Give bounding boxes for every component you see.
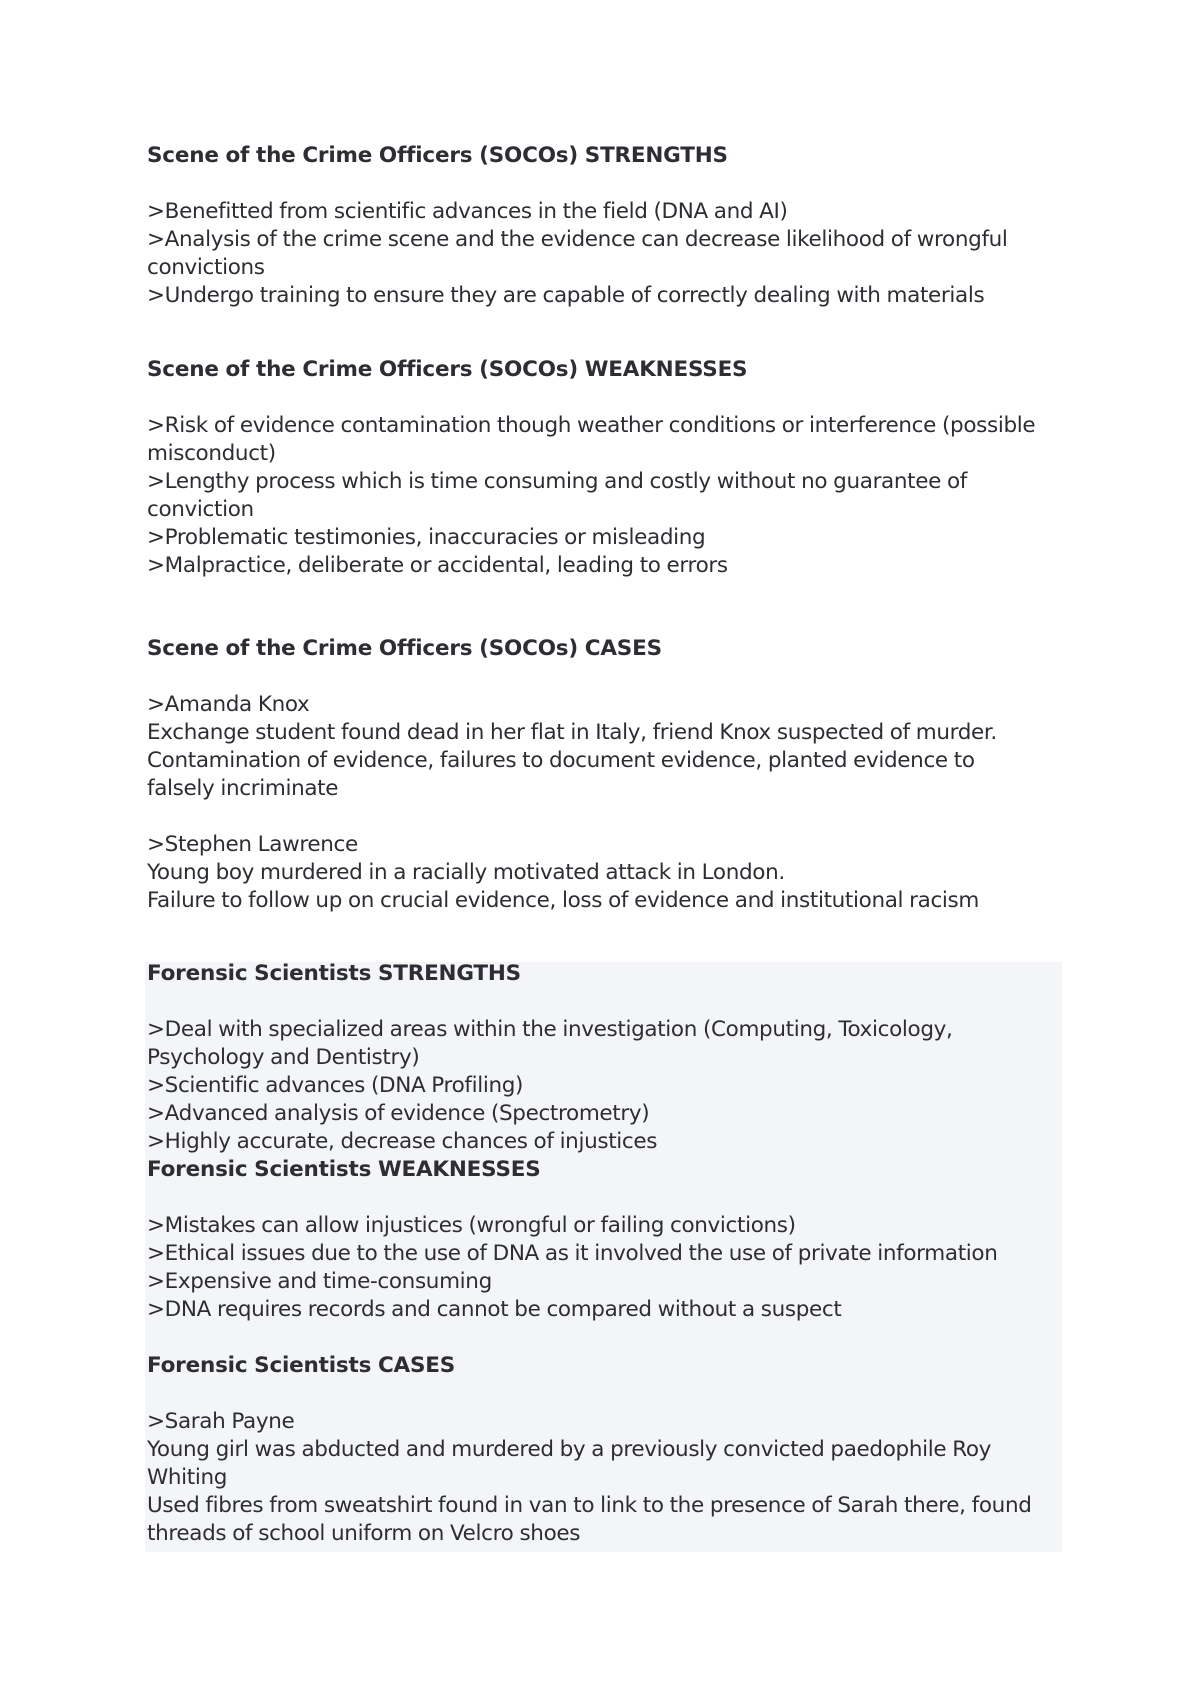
fs-strengths-line: >Deal with specialized areas within the investigation (Computing, Toxicology, [147,1017,953,1042]
fs-weaknesses-line: >DNA requires records and cannot be compared without a suspect [147,1297,842,1322]
case-stephen-lawrence-line: Failure to follow up on crucial evidence, loss of evidence and institutional racism [147,888,980,913]
soco-weaknesses-line: >Risk of evidence contamination though weather conditions or interference (possible [147,413,1036,438]
case-stephen-lawrence-line: >Stephen Lawrence [147,832,358,857]
case-amanda-knox-line: >Amanda Knox [147,692,310,717]
fs-cases-heading: Forensic Scientists CASES [147,1353,456,1378]
fs-strengths-line: >Highly accurate, decrease chances of injustices [147,1129,658,1154]
case-stephen-lawrence-line: Young boy murdered in a racially motivated attack in London. [147,860,785,885]
soco-weaknesses-line: >Problematic testimonies, inaccuracies or misleading [147,525,706,550]
case-amanda-knox-line: Exchange student found dead in her flat in Italy, friend Knox suspected of murder. [147,720,997,745]
fs-strengths-line: >Scientific advances (DNA Profiling) [147,1073,524,1098]
fs-weaknesses-line: >Expensive and time-consuming [147,1269,492,1294]
case-sarah-payne-line: Whiting [147,1465,228,1490]
document-content [147,142,1067,1548]
case-sarah-payne-line: >Sarah Payne [147,1409,295,1434]
soco-strengths-line: convictions [147,255,265,280]
case-sarah-payne-line: Young girl was abducted and murdered by a previously convicted paedophile Roy [147,1437,992,1462]
soco-cases-heading: Scene of the Crime Officers (SOCOs) CASES [147,636,662,661]
soco-weaknesses-line: misconduct) [147,441,276,466]
case-sarah-payne-line: threads of school uniform on Velcro shoes [147,1521,581,1546]
fs-strengths-line: >Advanced analysis of evidence (Spectrometry) [147,1101,650,1126]
fs-weaknesses-line: >Mistakes can allow injustices (wrongful or failing convictions) [147,1213,796,1238]
soco-weaknesses-line: >Lengthy process which is time consuming and costly without no guarantee of [147,469,967,494]
case-sarah-payne-line: Used fibres from sweatshirt found in van to link to the presence of Sarah there, found [147,1493,1032,1518]
fs-strengths-heading: Forensic Scientists STRENGTHS [147,961,521,986]
soco-weaknesses-line: conviction [147,497,254,522]
soco-strengths-line: >Analysis of the crime scene and the evidence can decrease likelihood of wrongful [147,227,1008,252]
fs-strengths-line: Psychology and Dentistry) [147,1045,420,1070]
case-amanda-knox-line: Contamination of evidence, failures to document evidence, planted evidence to [147,748,975,773]
soco-strengths-line: >Undergo training to ensure they are capable of correctly dealing with materials [147,283,985,308]
fs-weaknesses-heading: Forensic Scientists WEAKNESSES [147,1157,541,1182]
soco-weaknesses-heading: Scene of the Crime Officers (SOCOs) WEAKNESSES [147,357,748,382]
case-amanda-knox-line: falsely incriminate [147,776,339,801]
soco-weaknesses-line: >Malpractice, deliberate or accidental, leading to errors [147,553,728,578]
soco-strengths-line: >Benefitted from scientific advances in the field (DNA and AI) [147,199,788,224]
fs-weaknesses-line: >Ethical issues due to the use of DNA as it involved the use of private information [147,1241,998,1266]
soco-strengths-heading: Scene of the Crime Officers (SOCOs) STRENGTHS [147,143,728,168]
